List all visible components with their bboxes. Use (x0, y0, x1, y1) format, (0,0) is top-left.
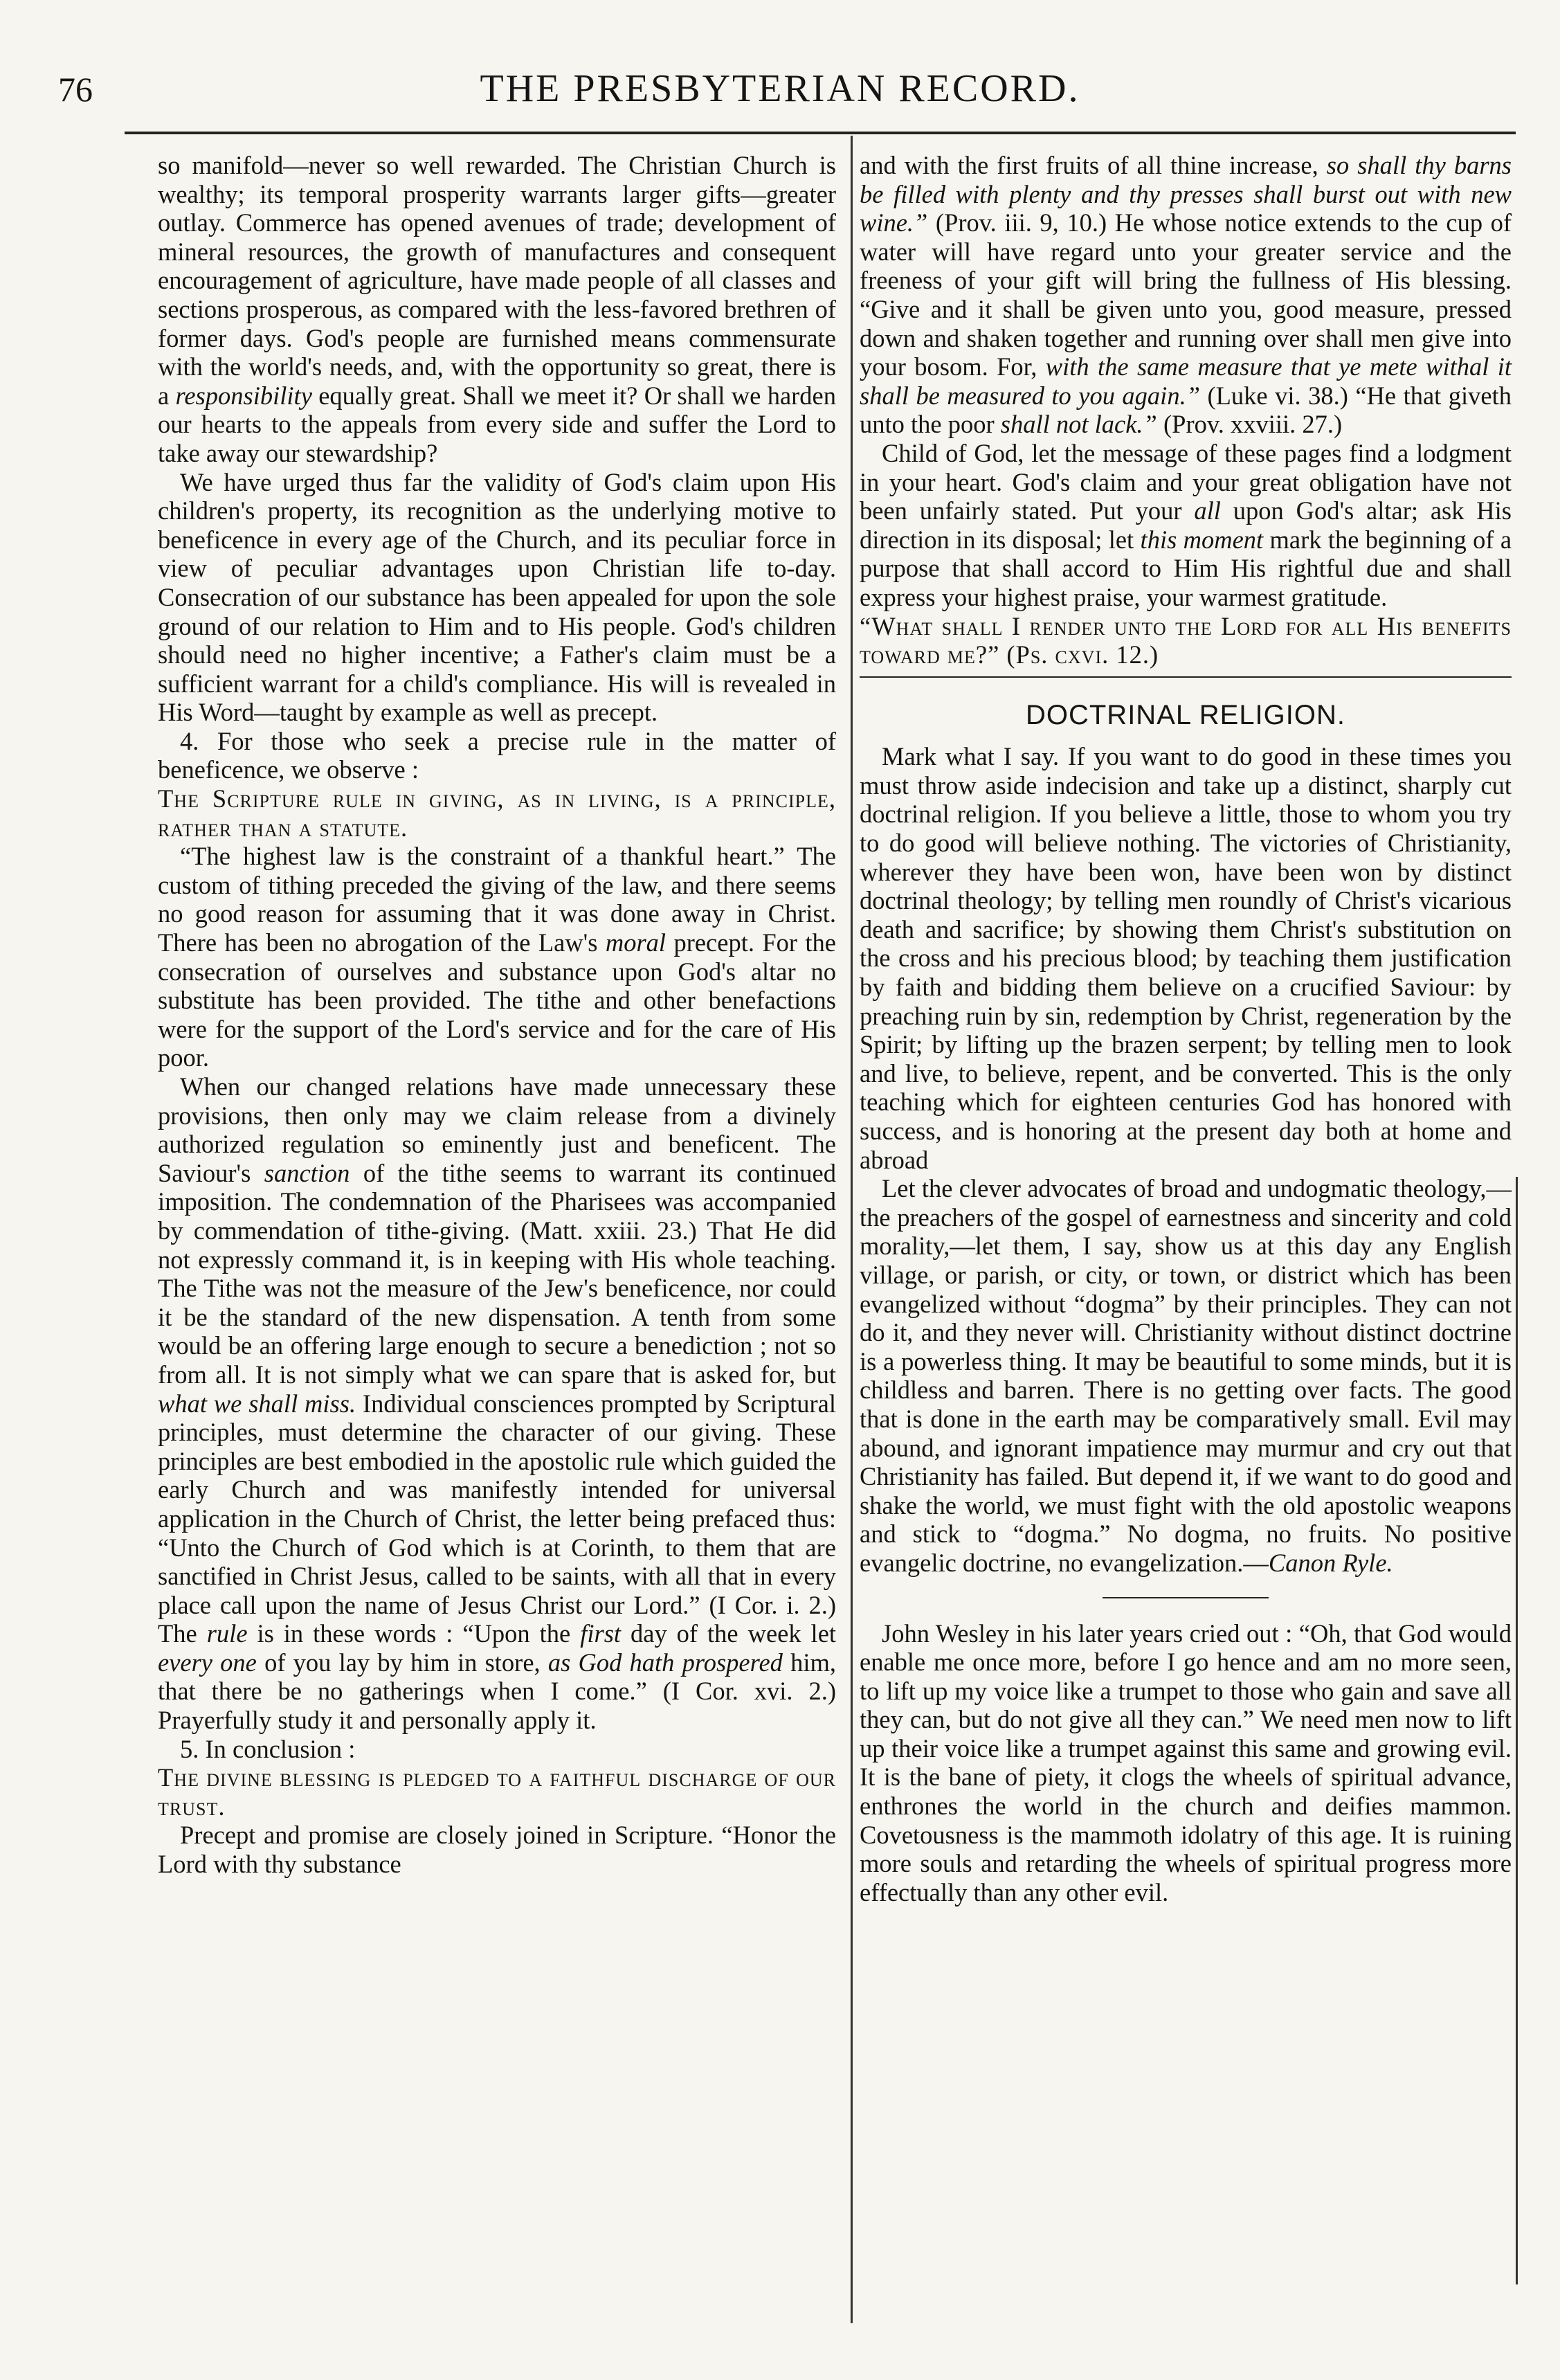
paragraph: Let the clever advocates of broad and undogmatic theology,—the preachers of the gospel of earnestness and sincerity and cold morality,—let them, I say, show us at this day any English village, or parish, or city, or town, or district which has been evangelized without “dogma” by their principles. They can not do it, and they never will. Christianity without distinct doctrine is a powerless thing. It may be beautiful to some minds, but it is childless and barren. There is no getting over facts. The good that is done in the earth may be comparatively small. Evil may abound, and ignorant impatience may murmur and cry out that Christianity has failed. But depend it, if we want to do good and shake the world, we must fight with the old apostolic weapons and stick to “dogma.” No dogma, no fruits. No positive evangelic doctrine, no evangelization.—Canon Ryle. (860, 1174, 1512, 1577)
running-title: THE PRESBYTERIAN RECORD. (480, 67, 1080, 110)
paragraph: Child of God, let the message of these pages find a lodgment in your heart. God's claim and your great obligation have not been unfairly stated. Put your all upon God's altar; ask His direction in its disposal; let this moment mark the beginning of a purpose that shall accord to Him His rightful due and shall express your highest praise, your warmest gratitude. (860, 438, 1512, 611)
section-heading: DOCTRINAL RELIGION. (1025, 699, 1346, 730)
paragraph: “The highest law is the constraint of a thankful heart.” The custom of tithing preceded the giving of the law, and there seems no good reason for assuming that it was done away in Christ. There has been no abrogation of the Law's moral precept. For the consecration of ourselves and substance upon God's altar no substitute has been provided. The tithe and other benefactions were for the support of the Lord's service and for the care of His poor. (158, 842, 836, 1072)
short-divider (1103, 1597, 1269, 1598)
section-rule-heading: The Scripture rule in giving, as in living, is a principle, rather than a statute. (158, 784, 836, 842)
column-divider (851, 136, 853, 2323)
paragraph: We have urged thus far the validity of God's claim upon His children's property, its recognition as the underlying motive to beneficence in every age of the Church, and its peculiar force in view of peculiar advantages upon Christian life to-day. Consecration of our substance has been appealed for upon the sole ground of our relation to Him and to His people. God's children should need no higher incentive; a Father's claim must be a sufficient warrant for a child's compliance. His will is revealed in His Word—taught by example as well as precept. (158, 467, 836, 727)
paragraph: When our changed relations have made unnecessary these provisions, then only may we claim release from a divinely authorized regulation so eminently just and beneficent. The Saviour's sanction of the tithe seems to warrant its continued imposition. The condemnation of the Pharisees was accompanied by commendation of tithe-giving. (Matt. xxiii. 23.) That He did not expressly command it, is in keeping with His whole teaching. The Tithe was not the measure of the Jew's beneficence, nor could it be the standard of the new dispensation. A tenth from some would be an offering large enough to secure a benediction ; not so from all. It is not simply what we can spare that is asked for, but what we shall miss. Individual consciences prompted by Scriptural principles, must determine the character of our giving. These principles are best embodied in the apostolic rule which guided the early Church and was manifestly intended for universal application in the Church of Christ, the letter being prefaced thus: “Unto the Church of God which is at Corinth, to them that are sanctified in Christ Jesus, called to be saints, with all that in every place call upon the name of Jesus Christ our Lord.” (I Cor. i. 2.) The rule is in these words : “Upon the first day of the week let every one of you lay by him in store, as God hath prospered him, that there be no gatherings when I come.” (I Cor. xvi. 2.) Prayerfully study it and personally apply it. (158, 1072, 837, 1735)
paragraph: Precept and promise are closely joined in Scripture. “Honor the Lord with thy substance (158, 1821, 836, 1879)
paragraph: 4. For those who seek a precise rule in the matter of beneficence, we observe : (158, 726, 836, 784)
section-divider (860, 676, 1512, 678)
paragraph: Mark what I say. If you want to do good in these times you must throw aside indecision and take up a distinct, sharply cut doctrinal religion. If you believe a little, those to whom you try to do good will believe nothing. The victories of Christianity, wherever they have been won, have been won by distinct doctrinal theology; by telling men roundly of Christ's vicarious death and sacrifice; by showing them Christ's substitution on the cross and his precious blood; by teaching them justification by faith and bidding them believe on a crucified Saviour: by preaching ruin by sin, redemption by Christ, regeneration by the Spirit; by lifting up the brazen serpent; by telling men to look and live, to believe, repent, and be converted. This is the only teaching which for eighteen centuries God has honored with success, and is honoring at the present day both at home and abroad (860, 742, 1512, 1174)
page-number: 76 (58, 70, 93, 109)
paragraph: so manifold—never so well rewarded. The Christian Church is wealthy; its temporal prosperity warrants larger gifts—greater outlay. Commerce has opened avenues of trade; development of mineral resources, the growth of manufactures and consequent encouragement of agriculture, have made people of all classes and sections prosperous, as compared with the less-favored brethren of former days. God's people are furnished means commensurate with the world's needs, and, with the opportunity so great, there is a responsibility equally great. Shall we meet it? Or shall we harden our hearts to the appeals from every side and suffer the Lord to take away our stewardship? (158, 151, 837, 467)
section-blessing-heading: The divine blessing is pledged to a faithful discharge of our trust. (158, 1763, 836, 1821)
psalm-quote: “What shall I render unto the Lord for all His benefits toward me?” (Ps. cxvi. 12.) (860, 611, 1512, 669)
paragraph: and with the first fruits of all thine increase, so shall thy barns be filled with plenty and thy presses shall burst out with new wine.” (Prov. iii. 9, 10.) He whose notice extends to the cup of water will have regard unto your greater service and the freeness of your gift will bring the fullness of His blessing. “Give and it shall be given unto you, good measure, pressed down and shaken together and running over shall men give into your bosom. For, with the same measure that ye mete withal it shall be measured to you again.” (Luke vi. 38.) “He that giveth unto the poor shall not lack.” (Prov. xxviii. 27.) (860, 151, 1512, 439)
right-edge-rule (1516, 1177, 1518, 2284)
paragraph: John Wesley in his later years cried out : “Oh, that God would enable me once more, before I go hence and am no more seen, to lift up my voice like a trumpet to those who gain and save all they can, but do not give all they can.” We need men now to lift up their voice like a trumpet against this same and growing evil. It is the bane of piety, it clogs the wheels of spiritual advance, enthrones the world in the church and deifies mammon. Covetousness is the mammoth idolatry of this age. It is ruining more souls and retarding the wheels of spiritual progress more effectually than any other evil. (860, 1619, 1512, 1906)
paragraph: 5. In conclusion : (180, 1734, 356, 1763)
right-column (860, 151, 1512, 1906)
left-column (158, 151, 836, 1879)
header-rule (125, 132, 1516, 134)
